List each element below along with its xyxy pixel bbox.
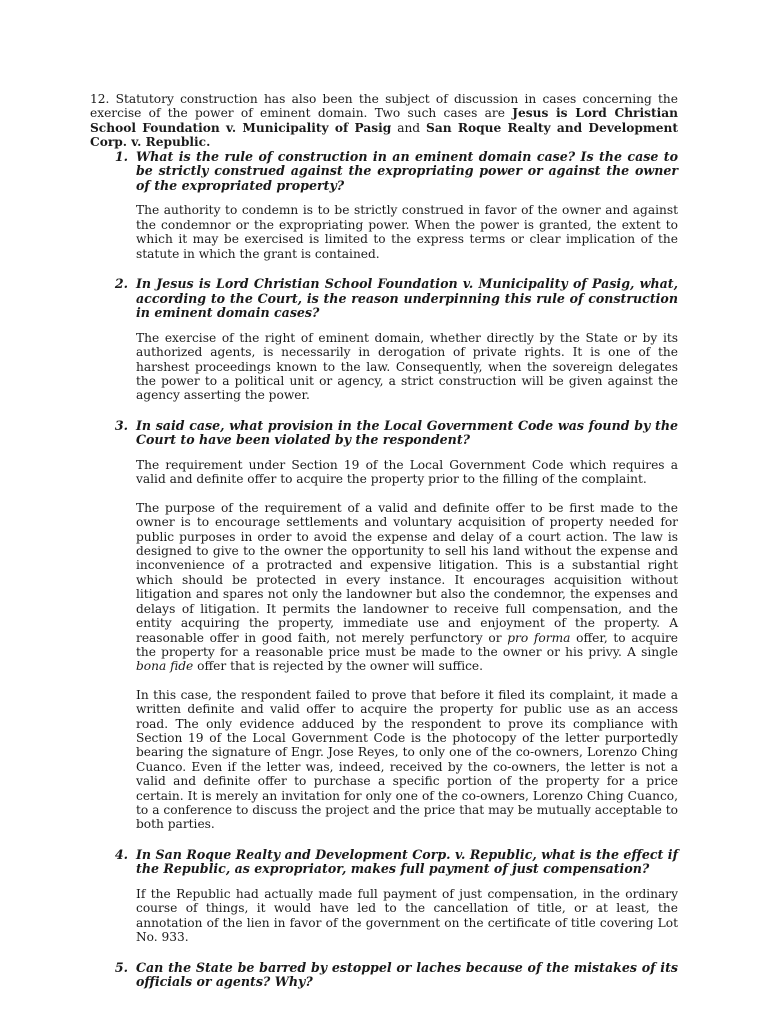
question-5 — [90, 961, 678, 990]
answer-1: The authority to condemn is to be strictly construed in favor of the owner and against the condemnor or the expropriating power. When the power is granted, the extent to which it may be exercised is limited to the express terms or clear implication of the statute in which the grant is contained. — [136, 203, 678, 261]
question-text: Can the State be barred by estoppel or laches because of the mistakes of its officials or agents? Why? — [136, 959, 678, 990]
question-number: 5. — [114, 959, 128, 975]
italic-term-pro-forma: pro forma — [507, 630, 571, 645]
question-3 — [90, 419, 678, 448]
question-4 — [90, 848, 678, 877]
question-text: In Jesus is Lord Christian School Foundation v. Municipality of Pasig, what, according to the Court, is the reason underpinning this rule of construction in eminent domain cases? — [136, 276, 678, 321]
intro-paragraph — [90, 92, 678, 150]
question-2 — [90, 277, 678, 321]
intro-text: 12. Statutory construction has also been the subject of discussion in cases concerning the exercise of the power of eminent domain. Two such cases are — [90, 92, 678, 121]
question-number: 1. — [114, 148, 128, 164]
answer-4: If the Republic had actually made full payment of just compensation, in the ordinary course of things, it would have led to the cancellation of title, or at least, the annotation of the lien in favor of the government on the certificate of title covering Lot No. 933. — [136, 886, 678, 945]
case-title-san-roque: San Roque Realty and Development Corp. v. Republic. — [90, 120, 678, 150]
question-1 — [90, 150, 678, 194]
question-text: In said case, what provision in the Local Government Code was found by the Court to have been violated by the respondent? — [136, 417, 678, 448]
case-title-jesus-is-lord: Jesus is Lord Christian School Foundation v. Municipality of Pasig — [90, 106, 678, 135]
document-page — [90, 92, 678, 990]
question-number: 3. — [114, 417, 128, 433]
answer-3-section-19: The requirement under Section 19 of the Local Government Code which requires a valid and definite offer to acquire the property prior to the filling of the complaint. — [136, 458, 678, 487]
answer-text: offer, to acquire the property for a reasonable price must be made to the owner or his privy. A single — [136, 630, 679, 659]
answer-3-application-paragraph: In this case, the respondent failed to prove that before it filed its complaint, it made a written definite and valid offer to acquire the property for public use as an access road. The only evidence adduced by the respondent to prove its compliance with Section 19 of the Local Government Code is the photocopy of the letter purportedly bearing the signature of Engr. Jose Reyes, to only one of the co-owners, Lorenzo Ching Cuanco. Even if the letter was, indeed, received by the co-owners, the letter is not a valid and definite offer to purchase a specific portion of the property for a price certain. It is merely an invitation for only one of the co-owners, Lorenzo Ching Cuanco, to a conference to discuss the project and the price that may be mutually acceptable to both parties. — [136, 687, 678, 832]
answer-3-purpose-paragraph — [136, 501, 678, 674]
question-number: 4. — [114, 846, 128, 862]
answer-2: The exercise of the right of eminent domain, whether directly by the State or by its authorized agents, is necessarily in derogation of private rights. It is one of the harshest proceedings known to the law. Consequently, when the sovereign delegates the power to a political unit or agency, a strict construction will be given against the agency asserting the power. — [136, 330, 678, 403]
answer-text: The purpose of the requirement of a valid and definite offer to be first made to the owner is to encourage settlements and voluntary acquisition of property needed for public purposes in order to avoid the expense and delay of a court action. The law is designed to give to the owner the opportunity to sell his land without the expense and inconvenience of a protracted and expensive litigation. This is a substantial right which should be protected in every instance. It encourages acquisition without litigation and spares not only the landowner but also the condemnor, the expenses and delays of litigation. It permits the landowner to receive full compensation, and the entity acquiring the property, immediate use and enjoyment of the property. A reasonable offer in good faith, not merely perfunctory or — [136, 500, 678, 645]
italic-term-bona-fide: bona fide — [136, 659, 194, 674]
intro-conjunction: and — [391, 120, 427, 135]
question-text: In San Roque Realty and Development Corp. v. Republic, what is the effect if the Republic, as expropriator, makes full payment of just compensation? — [136, 846, 678, 877]
question-number: 2. — [114, 276, 128, 292]
answer-text: offer that is rejected by the owner will suffice. — [193, 659, 484, 674]
question-text: What is the rule of construction in an eminent domain case? Is the case to be strictly construed against the expropriating power or against the owner of the expropriated property? — [136, 148, 678, 193]
